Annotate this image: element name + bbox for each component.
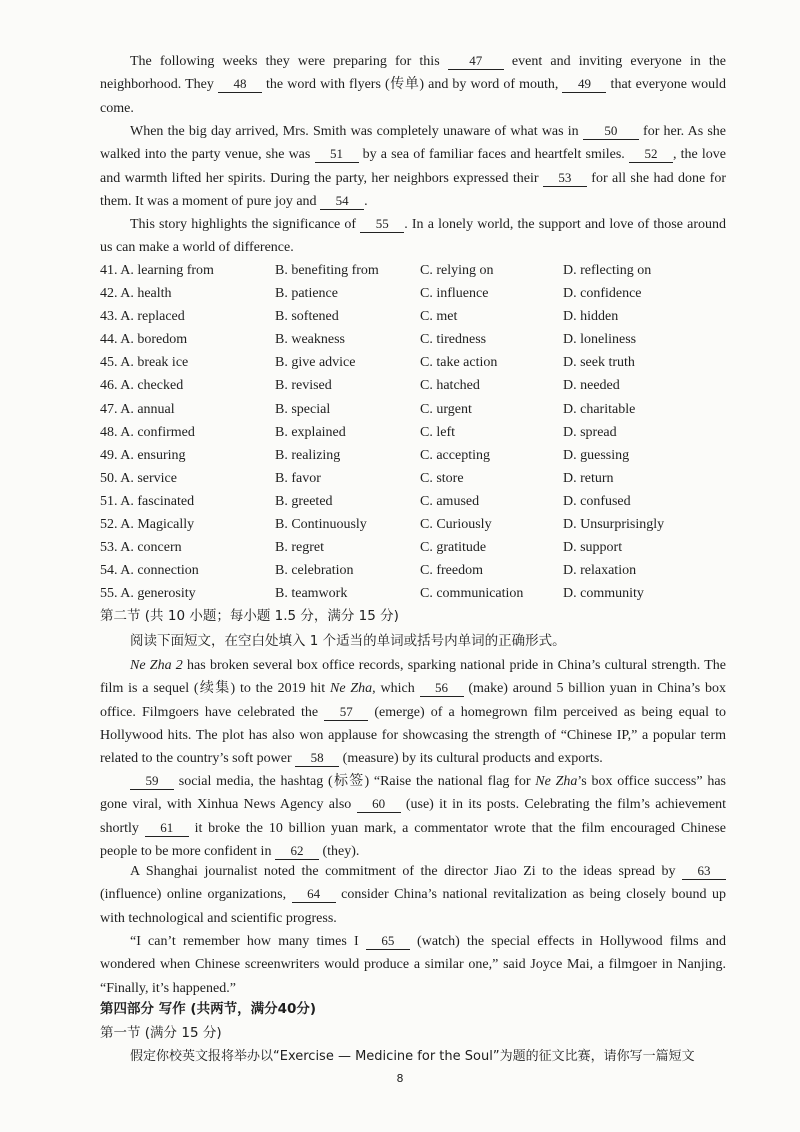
option-row [100,490,740,513]
option-d: D. hidden [563,309,619,325]
option-d: D. loneliness [563,332,637,348]
option-row [100,328,740,351]
option-a: 45. A. break ice [100,355,189,371]
option-b: B. explained [275,424,346,440]
option-a: 50. A. service [100,470,177,486]
option-b: B. softened [275,309,339,325]
option-row [100,374,740,397]
blank-61: 61 [145,820,189,837]
option-c: C. left [420,424,455,440]
blank-53: 53 [543,170,587,187]
option-d: D. relaxation [563,563,637,579]
option-row [100,513,740,536]
option-a: 42. A. health [100,286,172,302]
option-d: D. needed [563,378,620,394]
part4-section1-heading: 第一节 (满分 15 分) [100,1025,222,1041]
passage2-paragraph-4: “I can’t remember how many times I 65 (watch) the special effects in Hollywood films and wondered when Chinese screenwriters would produce a similar one,” said Joyce Mai, a filmgoer in Nanjing. “Finally, it’s happened.” [100,933,726,996]
option-d: D. support [563,540,623,556]
option-c: C. urgent [420,401,472,417]
option-a: 49. A. ensuring [100,447,186,463]
option-d: D. spread [563,424,617,440]
option-c: C. Curiously [420,517,492,533]
option-a: 47. A. annual [100,401,175,417]
passage2-paragraph-2: 59 social media, the hashtag (标签) “Raise the national flag for Ne Zha’s box office success” has gone viral, with Xinhua News Agency also 60 (use) it in its posts. Celebrating the film’s achievement shortly 61 it broke the 10 billion yuan mark, a commentator wrote that the film encouraged Chinese people to be more confident in 62 (they). [100,773,727,859]
blank-59: 59 [130,773,174,790]
option-b: B. greeted [275,493,333,509]
blank-60: 60 [357,796,401,813]
blank-65: 65 [366,933,410,950]
option-row [100,467,740,490]
option-row [100,398,740,421]
option-d: D. confused [563,493,631,509]
option-b: B. weakness [275,332,345,348]
option-b: B. teamwork [275,586,348,602]
option-a: 48. A. confirmed [100,424,195,440]
option-b: B. revised [275,378,332,394]
option-row [100,282,740,305]
passage1-paragraph-3: This story highlights the significance of 55 . In a lonely world, the support and love of those around us can make a world of difference. [100,216,726,256]
option-a: 46. A. checked [100,378,184,394]
option-row [100,444,740,467]
option-d: D. charitable [563,401,636,417]
option-b: B. benefiting from [275,263,379,278]
writing-prompt: 假定你校英文报将举办以“Exercise — Medicine for the Soul”为题的征文比赛，请你写一篇短文 [130,1049,695,1064]
blank-62: 62 [275,843,319,860]
blank-47: 47 [448,53,504,70]
option-a: 43. A. replaced [100,309,185,325]
option-c: C. hatched [420,378,480,394]
blank-48: 48 [218,76,262,93]
option-b: B. Continuously [275,517,367,533]
section2-heading: 第二节 (共 10 小题；每小题 1.5 分，满分 15 分) [100,608,399,624]
option-c: C. amused [420,493,480,509]
option-d: D. Unsurprisingly [563,517,665,533]
option-c: C. gratitude [420,540,487,556]
option-b: B. patience [275,286,338,302]
blank-58: 58 [295,750,339,767]
option-d: D. confidence [563,286,642,302]
option-d: D. return [563,470,614,486]
blank-50: 50 [583,123,639,140]
blank-51: 51 [315,146,359,163]
blank-64: 64 [292,886,336,903]
option-a: 41. A. learning from [100,263,214,278]
option-c: C. freedom [420,563,483,579]
option-c: C. accepting [420,447,490,463]
option-row [100,582,740,605]
option-row [100,536,740,559]
passage2-paragraph-3: A Shanghai journalist noted the commitment of the director Jiao Zi to the ideas spread by 63 (influence) online organizations, 64 consider China’s national revitalization as being closely bound up with technological and scientific progress. [100,863,726,926]
option-b: B. favor [275,470,321,486]
option-a: 54. A. connection [100,563,199,579]
answer-options [100,259,740,605]
option-d: D. guessing [563,447,630,463]
option-a: 44. A. boredom [100,332,188,348]
page-number: 8 [396,1072,404,1085]
blank-57: 57 [324,704,368,721]
option-c: C. relying on [420,263,494,278]
option-a: 55. A. generosity [100,586,196,602]
option-d: D. seek truth [563,355,635,371]
blank-52: 52 [629,146,673,163]
option-c: C. tiredness [420,332,487,348]
passage1-paragraph-1: The following weeks they were preparing for this 47 event and inviting everyone in the neighborhood. They 48 the word with flyers (传单) and by word of mouth, 49 that everyone would come. [100,53,727,116]
option-d: D. community [563,586,644,602]
blank-55: 55 [360,216,404,233]
passage2-paragraph-1: Ne Zha 2 has broken several box office records, sparking national pride in China’s cultural strength. The film is a sequel (续集) to the 2019 hit Ne Zha, which 56 (make) around 5 billion yuan in China’s box office. Filmgoers have celebrated the 57 (emerge) of a homegrown film perceived as being equal to Hollywood hits. The plot has also won applause for showcasing the strength of “Chinese IP,” a popular term related to the country’s soft power 58 (measure) by its cultural products and exports. [100,658,726,767]
option-c: C. influence [420,286,489,302]
option-c: C. met [420,309,458,325]
option-b: B. special [275,401,331,417]
option-row [100,351,740,374]
option-a: 53. A. concern [100,540,182,556]
option-b: B. realizing [275,447,341,463]
option-row [100,559,740,582]
part4-heading: 第四部分 写作 (共两节，满分40分) [100,1001,317,1017]
section2-instruction: 阅读下面短文，在空白处填入 1 个适当的单词或括号内单词的正确形式。 [130,633,566,649]
option-d: D. reflecting on [563,263,652,278]
option-a: 51. A. fascinated [100,493,195,509]
option-c: C. take action [420,355,498,371]
blank-49: 49 [562,76,606,93]
passage1-paragraph-2: When the big day arrived, Mrs. Smith was completely unaware of what was in 50 for her. As she walked into the party venue, she was 51 by a sea of familiar faces and heartfelt smiles. 52 , the love and warmth lifted her spirits. During the party, her neighbors expressed their 53 for all she had done for them. It was a moment of pure joy and 54 . [100,123,726,209]
blank-56: 56 [420,680,464,697]
option-row [100,259,740,282]
option-b: B. celebration [275,563,354,579]
option-c: C. store [420,470,464,486]
option-a: 52. A. Magically [100,517,195,533]
blank-54: 54 [320,193,364,210]
option-b: B. give advice [275,355,356,371]
option-c: C. communication [420,586,524,602]
option-row [100,305,740,328]
blank-63: 63 [682,863,726,880]
option-row [100,421,740,444]
option-b: B. regret [275,540,324,556]
